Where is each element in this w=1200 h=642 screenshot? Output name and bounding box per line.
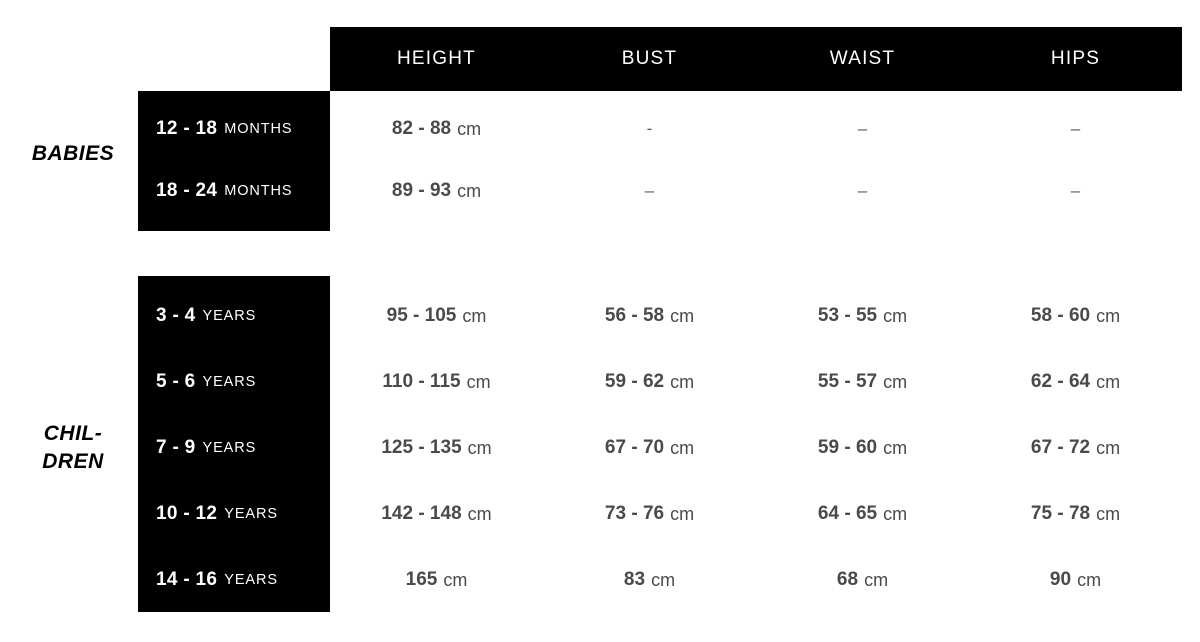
group-label-children xyxy=(8,420,138,475)
cell-bust xyxy=(543,349,756,415)
cell-value: 55 - 57 xyxy=(817,371,878,392)
cell-height xyxy=(330,98,543,160)
age-range-unit: YEARS xyxy=(202,308,257,324)
cell-unit: cm xyxy=(670,437,695,458)
cell-unit: cm xyxy=(462,305,487,326)
cell-value: 125 - 135 xyxy=(381,437,462,458)
table-row xyxy=(330,481,1182,547)
cell-height xyxy=(330,349,543,415)
cell-waist xyxy=(756,349,969,415)
cell-unit: cm xyxy=(864,569,889,590)
age-range-value: 3 - 4 xyxy=(156,305,196,326)
cell-unit: cm xyxy=(1096,503,1121,524)
cell-value: 64 - 65 xyxy=(817,503,878,524)
cell-value: 53 - 55 xyxy=(817,305,878,326)
age-range-value: 5 - 6 xyxy=(156,371,196,392)
column-header-height: HEIGHT xyxy=(397,48,476,69)
table-row xyxy=(330,160,1182,222)
cell-unit: cm xyxy=(670,305,695,326)
column-header-waist: WAIST xyxy=(829,48,896,69)
age-range-value: 12 - 18 xyxy=(156,118,218,139)
cell-value: 59 - 60 xyxy=(817,437,878,458)
age-label-5-6-years xyxy=(138,349,330,415)
cell-value: 58 - 60 xyxy=(1030,305,1091,326)
age-range-unit: YEARS xyxy=(224,572,278,588)
age-label-18-24-months xyxy=(138,160,330,222)
cell-unit: cm xyxy=(883,437,908,458)
cell-hips xyxy=(969,349,1182,415)
group-label-babies: BABIES xyxy=(31,142,115,165)
age-range-unit: YEARS xyxy=(202,374,257,390)
cell-value: 62 - 64 xyxy=(1030,371,1091,392)
cell-unit: cm xyxy=(467,437,492,458)
table-header-row xyxy=(330,27,1182,91)
cell-value: 56 - 58 xyxy=(604,305,665,326)
age-label-14-16-years xyxy=(138,547,330,613)
cell-value: 110 - 115 xyxy=(382,371,461,392)
cell-bust xyxy=(543,283,756,349)
age-label-10-12-years xyxy=(138,481,330,547)
cell-unit: cm xyxy=(883,305,908,326)
cell-bust: – xyxy=(644,181,655,200)
cell-value: 89 - 93 xyxy=(391,180,452,201)
cell-hips xyxy=(969,415,1182,481)
age-range-value: 14 - 16 xyxy=(156,569,218,590)
table-row xyxy=(330,98,1182,160)
cell-hips xyxy=(969,547,1182,613)
column-header-bust: BUST xyxy=(621,48,678,69)
table-row xyxy=(330,547,1182,613)
cell-unit: cm xyxy=(1096,437,1121,458)
cell-unit: cm xyxy=(883,503,908,524)
cell-waist xyxy=(756,481,969,547)
cell-hips xyxy=(969,481,1182,547)
cell-bust xyxy=(543,481,756,547)
cell-unit: cm xyxy=(466,371,491,392)
cell-value: 142 - 148 xyxy=(381,503,462,524)
cell-waist xyxy=(756,283,969,349)
cell-unit: cm xyxy=(883,371,908,392)
cell-unit: cm xyxy=(651,569,676,590)
table-row xyxy=(330,415,1182,481)
cell-height xyxy=(330,415,543,481)
cell-height xyxy=(330,547,543,613)
cell-value: 75 - 78 xyxy=(1030,503,1091,524)
cell-unit: cm xyxy=(467,503,492,524)
cell-value: 67 - 72 xyxy=(1030,437,1091,458)
age-label-7-9-years xyxy=(138,415,330,481)
group-label-line-2: DREN xyxy=(42,449,104,473)
cell-unit: cm xyxy=(1077,569,1102,590)
cell-hips xyxy=(969,283,1182,349)
age-label-12-18-months xyxy=(138,98,330,160)
cell-unit: cm xyxy=(670,503,695,524)
group-label-line-1: CHIL- xyxy=(43,422,103,445)
cell-unit: cm xyxy=(457,118,482,139)
cell-value: 95 - 105 xyxy=(386,305,457,326)
cell-hips: – xyxy=(1070,181,1081,200)
cell-value: 90 xyxy=(1049,569,1072,590)
cell-value: 83 xyxy=(623,569,646,590)
cell-height xyxy=(330,160,543,222)
table-row xyxy=(330,349,1182,415)
cell-hips: – xyxy=(1070,119,1081,138)
cell-waist: – xyxy=(857,119,868,138)
age-range-unit: MONTHS xyxy=(224,183,293,199)
cell-bust: - xyxy=(646,119,653,138)
cell-unit: cm xyxy=(1096,305,1121,326)
cell-height xyxy=(330,481,543,547)
cell-unit: cm xyxy=(670,371,695,392)
cell-value: 68 xyxy=(836,569,859,590)
column-header-hips: HIPS xyxy=(1050,48,1101,69)
cell-waist xyxy=(756,547,969,613)
cell-height xyxy=(330,283,543,349)
cell-unit: cm xyxy=(1096,371,1121,392)
table-row xyxy=(330,283,1182,349)
age-range-unit: YEARS xyxy=(202,440,257,456)
age-range-value: 10 - 12 xyxy=(156,503,218,524)
cell-value: 82 - 88 xyxy=(391,118,452,139)
age-range-unit: MONTHS xyxy=(224,121,293,137)
cell-bust xyxy=(543,547,756,613)
cell-value: 59 - 62 xyxy=(604,371,665,392)
cell-value: 73 - 76 xyxy=(604,503,665,524)
cell-unit: cm xyxy=(443,569,468,590)
cell-unit: cm xyxy=(457,180,482,201)
cell-waist: – xyxy=(857,181,868,200)
age-range-value: 18 - 24 xyxy=(156,180,218,201)
cell-value: 165 xyxy=(405,569,438,590)
cell-waist xyxy=(756,415,969,481)
age-label-3-4-years xyxy=(138,283,330,349)
age-range-value: 7 - 9 xyxy=(156,437,196,458)
cell-bust xyxy=(543,415,756,481)
age-range-unit: YEARS xyxy=(224,506,278,522)
cell-value: 67 - 70 xyxy=(604,437,665,458)
